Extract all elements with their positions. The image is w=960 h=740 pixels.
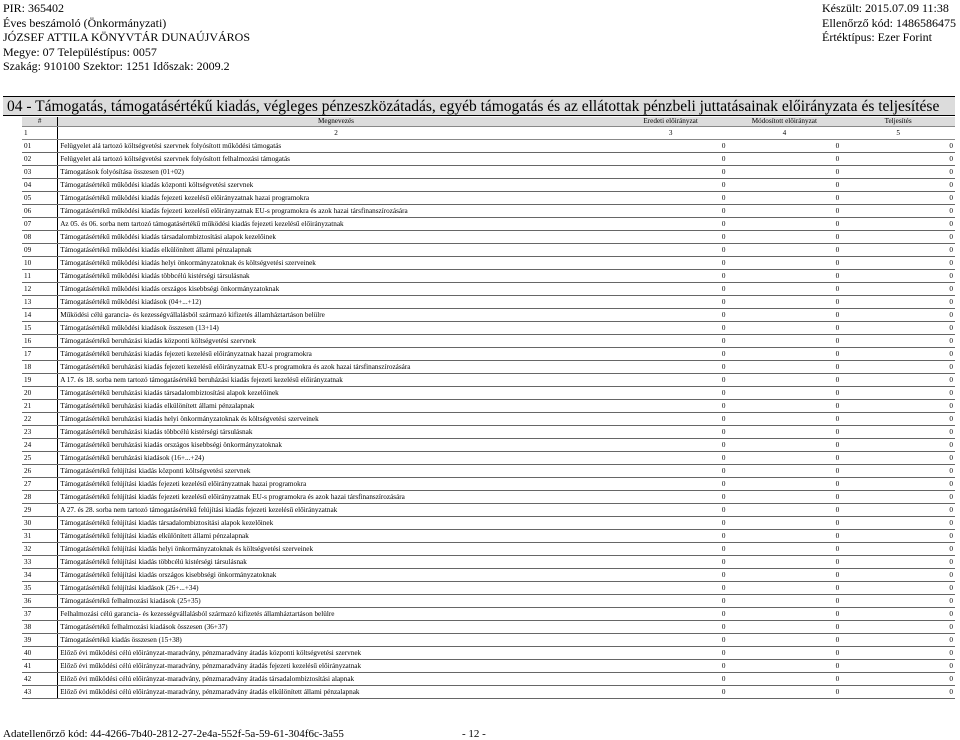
row-label: Előző évi működési célú előirányzat-maradvány, pénzmaradvány átadás társadalombiztosítási alapnak <box>58 672 614 685</box>
modified-appropriation: 0 <box>728 269 842 282</box>
actual-amount: 0 <box>841 165 955 178</box>
row-number: 37 <box>22 607 58 620</box>
table-row <box>22 295 955 308</box>
report-header-left <box>3 1 250 74</box>
row-label: Működési célú garancia- és kezességvállalásból származó kifizetés államháztartáson belülre <box>58 308 614 321</box>
original-appropriation: 0 <box>614 503 728 516</box>
actual-amount: 0 <box>841 256 955 269</box>
original-appropriation: 0 <box>614 607 728 620</box>
row-number: 43 <box>22 685 58 698</box>
row-label: Támogatásértékű felhalmozási kiadások (25+35) <box>58 594 614 607</box>
county-info: Megye: 07 Településtípus: 0057 <box>3 44 157 59</box>
table-row <box>22 360 955 373</box>
col-header-name: Megnevezés <box>58 117 614 126</box>
row-label: Támogatásértékű felújítási kiadás társadalombiztosítási alapok kezelőinek <box>58 516 614 529</box>
modified-appropriation: 0 <box>728 685 842 698</box>
actual-amount: 0 <box>841 230 955 243</box>
original-appropriation: 0 <box>614 178 728 191</box>
created-date: Készült: 2015.07.09 11:38 <box>822 1 949 15</box>
col-number: 2 <box>58 126 614 139</box>
table-row <box>22 438 955 451</box>
actual-amount: 0 <box>841 204 955 217</box>
actual-amount: 0 <box>841 477 955 490</box>
table-row <box>22 607 955 620</box>
row-number: 34 <box>22 568 58 581</box>
actual-amount: 0 <box>841 451 955 464</box>
original-appropriation: 0 <box>614 633 728 646</box>
institution-name: JÓZSEF ATTILA KÖNYVTÁR DUNAÚJVÁROS <box>3 30 251 44</box>
original-appropriation: 0 <box>614 204 728 217</box>
row-label: A 17. és 18. sorba nem tartozó támogatásértékű beruházási kiadás fejezeti kezelésű előirányzatnak <box>58 373 614 386</box>
modified-appropriation: 0 <box>728 373 842 386</box>
row-number: 06 <box>22 204 58 217</box>
original-appropriation: 0 <box>614 672 728 685</box>
actual-amount: 0 <box>841 334 955 347</box>
row-label: Támogatásértékű felújítási kiadás helyi önkormányzatoknak és költségvetési szerveinek <box>58 542 614 555</box>
original-appropriation: 0 <box>614 373 728 386</box>
control-code: Ellenőrző kód: 1486586475 <box>822 15 956 30</box>
row-label: Támogatásértékű felújítási kiadás többcélú kistérségi társulásnak <box>58 555 614 568</box>
actual-amount: 0 <box>841 490 955 503</box>
modified-appropriation: 0 <box>728 555 842 568</box>
row-number: 01 <box>22 139 58 152</box>
row-label: Támogatásértékű működési kiadás társadalombiztosítási alapok kezelőinek <box>58 230 614 243</box>
sector-info: Szakág: 910100 Szektor: 1251 Időszak: 2009.2 <box>3 59 230 73</box>
modified-appropriation: 0 <box>728 204 842 217</box>
row-label: A 27. és 28. sorba nem tartozó támogatásértékű felújítási kiadás fejezeti kezelésű előirányzatnak <box>58 503 614 516</box>
row-number: 19 <box>22 373 58 386</box>
table-row <box>22 191 955 204</box>
table-row <box>22 503 955 516</box>
table-row <box>22 464 955 477</box>
col-number: 1 <box>22 126 58 139</box>
original-appropriation: 0 <box>614 477 728 490</box>
original-appropriation: 0 <box>614 230 728 243</box>
actual-amount: 0 <box>841 217 955 230</box>
row-number: 24 <box>22 438 58 451</box>
table-row <box>22 334 955 347</box>
original-appropriation: 0 <box>614 243 728 256</box>
actual-amount: 0 <box>841 178 955 191</box>
row-label: Támogatásértékű működési kiadás többcélú kistérségi társulásnak <box>58 269 614 282</box>
page-number: - 12 - <box>462 728 486 740</box>
actual-amount: 0 <box>841 243 955 256</box>
row-number: 03 <box>22 165 58 178</box>
row-number: 04 <box>22 178 58 191</box>
table-body <box>22 139 955 698</box>
row-label: Támogatásértékű beruházási kiadás helyi önkormányzatoknak és költségvetési szerveinek <box>58 412 614 425</box>
row-label: Felügyelet alá tartozó költségvetési szervnek folyósított felhalmozási támogatás <box>58 152 614 165</box>
row-number: 21 <box>22 399 58 412</box>
actual-amount: 0 <box>841 620 955 633</box>
modified-appropriation: 0 <box>728 282 842 295</box>
original-appropriation: 0 <box>614 464 728 477</box>
modified-appropriation: 0 <box>728 139 842 152</box>
col-header-modified: Módosított előirányzat <box>728 117 842 126</box>
row-number: 18 <box>22 360 58 373</box>
original-appropriation: 0 <box>614 334 728 347</box>
actual-amount: 0 <box>841 685 955 698</box>
row-number: 38 <box>22 620 58 633</box>
modified-appropriation: 0 <box>728 672 842 685</box>
value-type: Értéktípus: Ezer Forint <box>822 30 932 44</box>
row-label: Támogatásértékű felújítási kiadások (26+...+34) <box>58 581 614 594</box>
modified-appropriation: 0 <box>728 620 842 633</box>
original-appropriation: 0 <box>614 165 728 178</box>
row-number: 08 <box>22 230 58 243</box>
row-number: 13 <box>22 295 58 308</box>
row-number: 29 <box>22 503 58 516</box>
row-number: 14 <box>22 308 58 321</box>
col-header-original: Eredeti előirányzat <box>614 117 728 126</box>
table-row <box>22 347 955 360</box>
actual-amount: 0 <box>841 399 955 412</box>
original-appropriation: 0 <box>614 269 728 282</box>
row-number: 16 <box>22 334 58 347</box>
row-label: Támogatásértékű beruházási kiadás fejezeti kezelésű előirányzatnak hazai programokra <box>58 347 614 360</box>
actual-amount: 0 <box>841 295 955 308</box>
original-appropriation: 0 <box>614 139 728 152</box>
row-number: 02 <box>22 152 58 165</box>
table-row <box>22 165 955 178</box>
original-appropriation: 0 <box>614 191 728 204</box>
original-appropriation: 0 <box>614 568 728 581</box>
row-label: Támogatásértékű működési kiadás elkülönített állami pénzalapnak <box>58 243 614 256</box>
row-number: 35 <box>22 581 58 594</box>
actual-amount: 0 <box>841 438 955 451</box>
row-label: Támogatásértékű beruházási kiadás országos kisebbségi önkormányzatoknak <box>58 438 614 451</box>
table-row <box>22 477 955 490</box>
original-appropriation: 0 <box>614 425 728 438</box>
table-row <box>22 685 955 698</box>
row-number: 17 <box>22 347 58 360</box>
modified-appropriation: 0 <box>728 178 842 191</box>
row-label: Támogatásértékű felújítási kiadás fejezeti kezelésű előirányzatnak hazai programokra <box>58 477 614 490</box>
original-appropriation: 0 <box>614 321 728 334</box>
table-row <box>22 204 955 217</box>
actual-amount: 0 <box>841 529 955 542</box>
original-appropriation: 0 <box>614 217 728 230</box>
actual-amount: 0 <box>841 139 955 152</box>
row-number: 15 <box>22 321 58 334</box>
row-label: Előző évi működési célú előirányzat-maradvány, pénzmaradvány átadás elkülönített állami pénzalapnak <box>58 685 614 698</box>
table-row <box>22 490 955 503</box>
actual-amount: 0 <box>841 373 955 386</box>
footer-control-code: Adatellenőrző kód: 44-4266-7b40-2812-27-2e4a-552f-5a-59-61-304f6c-3a55 <box>3 728 344 740</box>
original-appropriation: 0 <box>614 620 728 633</box>
modified-appropriation: 0 <box>728 477 842 490</box>
report-type: Éves beszámoló (Önkormányzati) <box>3 15 167 30</box>
original-appropriation: 0 <box>614 412 728 425</box>
actual-amount: 0 <box>841 386 955 399</box>
table-row <box>22 269 955 282</box>
row-label: Előző évi működési célú előirányzat-maradvány, pénzmaradvány átadás központi költségvetési szervnek <box>58 646 614 659</box>
original-appropriation: 0 <box>614 555 728 568</box>
actual-amount: 0 <box>841 269 955 282</box>
original-appropriation: 0 <box>614 386 728 399</box>
row-label: Támogatásértékű felújítási kiadás fejezeti kezelésű előirányzatnak EU-s programokra és azok hazai társfinanszírozására <box>58 490 614 503</box>
table-row <box>22 620 955 633</box>
original-appropriation: 0 <box>614 282 728 295</box>
col-number: 5 <box>841 126 955 139</box>
modified-appropriation: 0 <box>728 542 842 555</box>
original-appropriation: 0 <box>614 152 728 165</box>
actual-amount: 0 <box>841 425 955 438</box>
actual-amount: 0 <box>841 646 955 659</box>
modified-appropriation: 0 <box>728 594 842 607</box>
table-row <box>22 139 955 152</box>
actual-amount: 0 <box>841 659 955 672</box>
table-row <box>22 529 955 542</box>
row-label: Felügyelet alá tartozó költségvetési szervnek folyósított működési támogatás <box>58 139 614 152</box>
col-number: 3 <box>614 126 728 139</box>
actual-amount: 0 <box>841 347 955 360</box>
modified-appropriation: 0 <box>728 165 842 178</box>
col-header-num: # <box>22 117 58 126</box>
original-appropriation: 0 <box>614 581 728 594</box>
actual-amount: 0 <box>841 607 955 620</box>
modified-appropriation: 0 <box>728 152 842 165</box>
actual-amount: 0 <box>841 581 955 594</box>
actual-amount: 0 <box>841 516 955 529</box>
row-number: 07 <box>22 217 58 230</box>
row-number: 12 <box>22 282 58 295</box>
original-appropriation: 0 <box>614 542 728 555</box>
original-appropriation: 0 <box>614 516 728 529</box>
table-row <box>22 321 955 334</box>
row-number: 27 <box>22 477 58 490</box>
actual-amount: 0 <box>841 594 955 607</box>
actual-amount: 0 <box>841 542 955 555</box>
original-appropriation: 0 <box>614 256 728 269</box>
table-row <box>22 243 955 256</box>
row-number: 11 <box>22 269 58 282</box>
modified-appropriation: 0 <box>728 360 842 373</box>
table-row <box>22 152 955 165</box>
table-row <box>22 425 955 438</box>
row-label: Támogatásértékű beruházási kiadás központi költségvetési szervnek <box>58 334 614 347</box>
row-number: 31 <box>22 529 58 542</box>
original-appropriation: 0 <box>614 360 728 373</box>
actual-amount: 0 <box>841 308 955 321</box>
table-row <box>22 542 955 555</box>
table-row <box>22 659 955 672</box>
modified-appropriation: 0 <box>728 191 842 204</box>
modified-appropriation: 0 <box>728 321 842 334</box>
original-appropriation: 0 <box>614 659 728 672</box>
row-number: 09 <box>22 243 58 256</box>
table-title: 04 - Támogatás, támogatásértékű kiadás, végleges pénzeszközátadás, egyéb támogatás és az ellátottak pénzbeli juttatásainak előirányzata és teljesítése <box>3 96 955 116</box>
report-header-right <box>822 1 956 45</box>
row-label: Az 05. és 06. sorba nem tartozó támogatásértékű működési kiadás fejezeti kezelésű előirányzatnak <box>58 217 614 230</box>
actual-amount: 0 <box>841 672 955 685</box>
original-appropriation: 0 <box>614 685 728 698</box>
row-number: 10 <box>22 256 58 269</box>
modified-appropriation: 0 <box>728 490 842 503</box>
modified-appropriation: 0 <box>728 295 842 308</box>
col-header-actual: Teljesítés <box>841 117 955 126</box>
actual-amount: 0 <box>841 568 955 581</box>
row-label: Támogatásértékű működési kiadás fejezeti kezelésű előirányzatnak EU-s programokra és azok hazai társfinanszírozására <box>58 204 614 217</box>
row-number: 20 <box>22 386 58 399</box>
row-number: 41 <box>22 659 58 672</box>
original-appropriation: 0 <box>614 347 728 360</box>
modified-appropriation: 0 <box>728 568 842 581</box>
table-row <box>22 230 955 243</box>
modified-appropriation: 0 <box>728 412 842 425</box>
row-label: Támogatásértékű felhalmozási kiadások összesen (36+37) <box>58 620 614 633</box>
modified-appropriation: 0 <box>728 438 842 451</box>
modified-appropriation: 0 <box>728 256 842 269</box>
modified-appropriation: 0 <box>728 646 842 659</box>
modified-appropriation: 0 <box>728 529 842 542</box>
modified-appropriation: 0 <box>728 659 842 672</box>
actual-amount: 0 <box>841 191 955 204</box>
original-appropriation: 0 <box>614 451 728 464</box>
row-number: 26 <box>22 464 58 477</box>
modified-appropriation: 0 <box>728 581 842 594</box>
row-number: 05 <box>22 191 58 204</box>
modified-appropriation: 0 <box>728 347 842 360</box>
row-number: 33 <box>22 555 58 568</box>
actual-amount: 0 <box>841 503 955 516</box>
actual-amount: 0 <box>841 555 955 568</box>
original-appropriation: 0 <box>614 438 728 451</box>
row-label: Támogatásértékű beruházási kiadás fejezeti kezelésű előirányzatnak EU-s programokra és azok hazai társfinanszírozására <box>58 360 614 373</box>
modified-appropriation: 0 <box>728 217 842 230</box>
original-appropriation: 0 <box>614 399 728 412</box>
table-row <box>22 581 955 594</box>
modified-appropriation: 0 <box>728 607 842 620</box>
col-number: 4 <box>728 126 842 139</box>
original-appropriation: 0 <box>614 308 728 321</box>
pir-label: PIR: 365402 <box>3 1 65 15</box>
modified-appropriation: 0 <box>728 243 842 256</box>
table-row <box>22 399 955 412</box>
row-number: 30 <box>22 516 58 529</box>
row-label: Támogatások folyósítása összesen (01+02) <box>58 165 614 178</box>
row-label: Támogatásértékű kiadás összesen (15+38) <box>58 633 614 646</box>
modified-appropriation: 0 <box>728 399 842 412</box>
row-label: Támogatásértékű működési kiadás fejezeti kezelésű előirányzatnak hazai programokra <box>58 191 614 204</box>
modified-appropriation: 0 <box>728 451 842 464</box>
row-label: Támogatásértékű beruházási kiadások (16+...+24) <box>58 451 614 464</box>
row-label: Támogatásértékű működési kiadás helyi önkormányzatoknak és költségvetési szerveinek <box>58 256 614 269</box>
row-label: Támogatásértékű működési kiadások összesen (13+14) <box>58 321 614 334</box>
table-row <box>22 555 955 568</box>
actual-amount: 0 <box>841 412 955 425</box>
row-label: Támogatásértékű felújítási kiadás elkülönített állami pénzalapnak <box>58 529 614 542</box>
table-row <box>22 282 955 295</box>
table-row <box>22 568 955 581</box>
row-number: 22 <box>22 412 58 425</box>
actual-amount: 0 <box>841 633 955 646</box>
modified-appropriation: 0 <box>728 334 842 347</box>
row-label: Támogatásértékű felújítási kiadás országos kisebbségi önkormányzatoknak <box>58 568 614 581</box>
data-table <box>22 117 955 699</box>
table-row <box>22 256 955 269</box>
column-number-row <box>22 126 955 139</box>
row-label: Támogatásértékű működési kiadás országos kisebbségi önkormányzatoknak <box>58 282 614 295</box>
modified-appropriation: 0 <box>728 633 842 646</box>
original-appropriation: 0 <box>614 594 728 607</box>
row-label: Támogatásértékű felújítási kiadás központi költségvetési szervnek <box>58 464 614 477</box>
table-row <box>22 451 955 464</box>
original-appropriation: 0 <box>614 646 728 659</box>
row-number: 39 <box>22 633 58 646</box>
row-label: Támogatásértékű beruházási kiadás társadalombiztosítási alapok kezelőinek <box>58 386 614 399</box>
original-appropriation: 0 <box>614 295 728 308</box>
actual-amount: 0 <box>841 152 955 165</box>
row-label: Támogatásértékű beruházási kiadás többcélú kistérségi társulásnak <box>58 425 614 438</box>
actual-amount: 0 <box>841 321 955 334</box>
modified-appropriation: 0 <box>728 503 842 516</box>
row-label: Előző évi működési célú előirányzat-maradvány, pénzmaradvány átadás fejezeti kezelésű előirányzatnak <box>58 659 614 672</box>
modified-appropriation: 0 <box>728 230 842 243</box>
row-label: Támogatásértékű működési kiadások (04+...+12) <box>58 295 614 308</box>
original-appropriation: 0 <box>614 490 728 503</box>
row-number: 28 <box>22 490 58 503</box>
row-number: 40 <box>22 646 58 659</box>
table-row <box>22 646 955 659</box>
row-label: Támogatásértékű beruházási kiadás elkülönített állami pénzalapnak <box>58 399 614 412</box>
row-number: 42 <box>22 672 58 685</box>
modified-appropriation: 0 <box>728 308 842 321</box>
row-number: 23 <box>22 425 58 438</box>
column-header-row <box>22 117 955 126</box>
modified-appropriation: 0 <box>728 425 842 438</box>
modified-appropriation: 0 <box>728 386 842 399</box>
row-number: 36 <box>22 594 58 607</box>
table-row <box>22 672 955 685</box>
table-row <box>22 516 955 529</box>
table-row <box>22 633 955 646</box>
table-row <box>22 373 955 386</box>
table-row <box>22 412 955 425</box>
table-row <box>22 386 955 399</box>
modified-appropriation: 0 <box>728 516 842 529</box>
actual-amount: 0 <box>841 282 955 295</box>
modified-appropriation: 0 <box>728 464 842 477</box>
table-row <box>22 308 955 321</box>
row-number: 32 <box>22 542 58 555</box>
row-label: Felhalmozási célú garancia- és kezességvállalásból származó kifizetés államháztartáson belülre <box>58 607 614 620</box>
original-appropriation: 0 <box>614 529 728 542</box>
table-row <box>22 178 955 191</box>
table-row <box>22 594 955 607</box>
table-row <box>22 217 955 230</box>
actual-amount: 0 <box>841 360 955 373</box>
row-label: Támogatásértékű működési kiadás központi költségvetési szervnek <box>58 178 614 191</box>
actual-amount: 0 <box>841 464 955 477</box>
row-number: 25 <box>22 451 58 464</box>
